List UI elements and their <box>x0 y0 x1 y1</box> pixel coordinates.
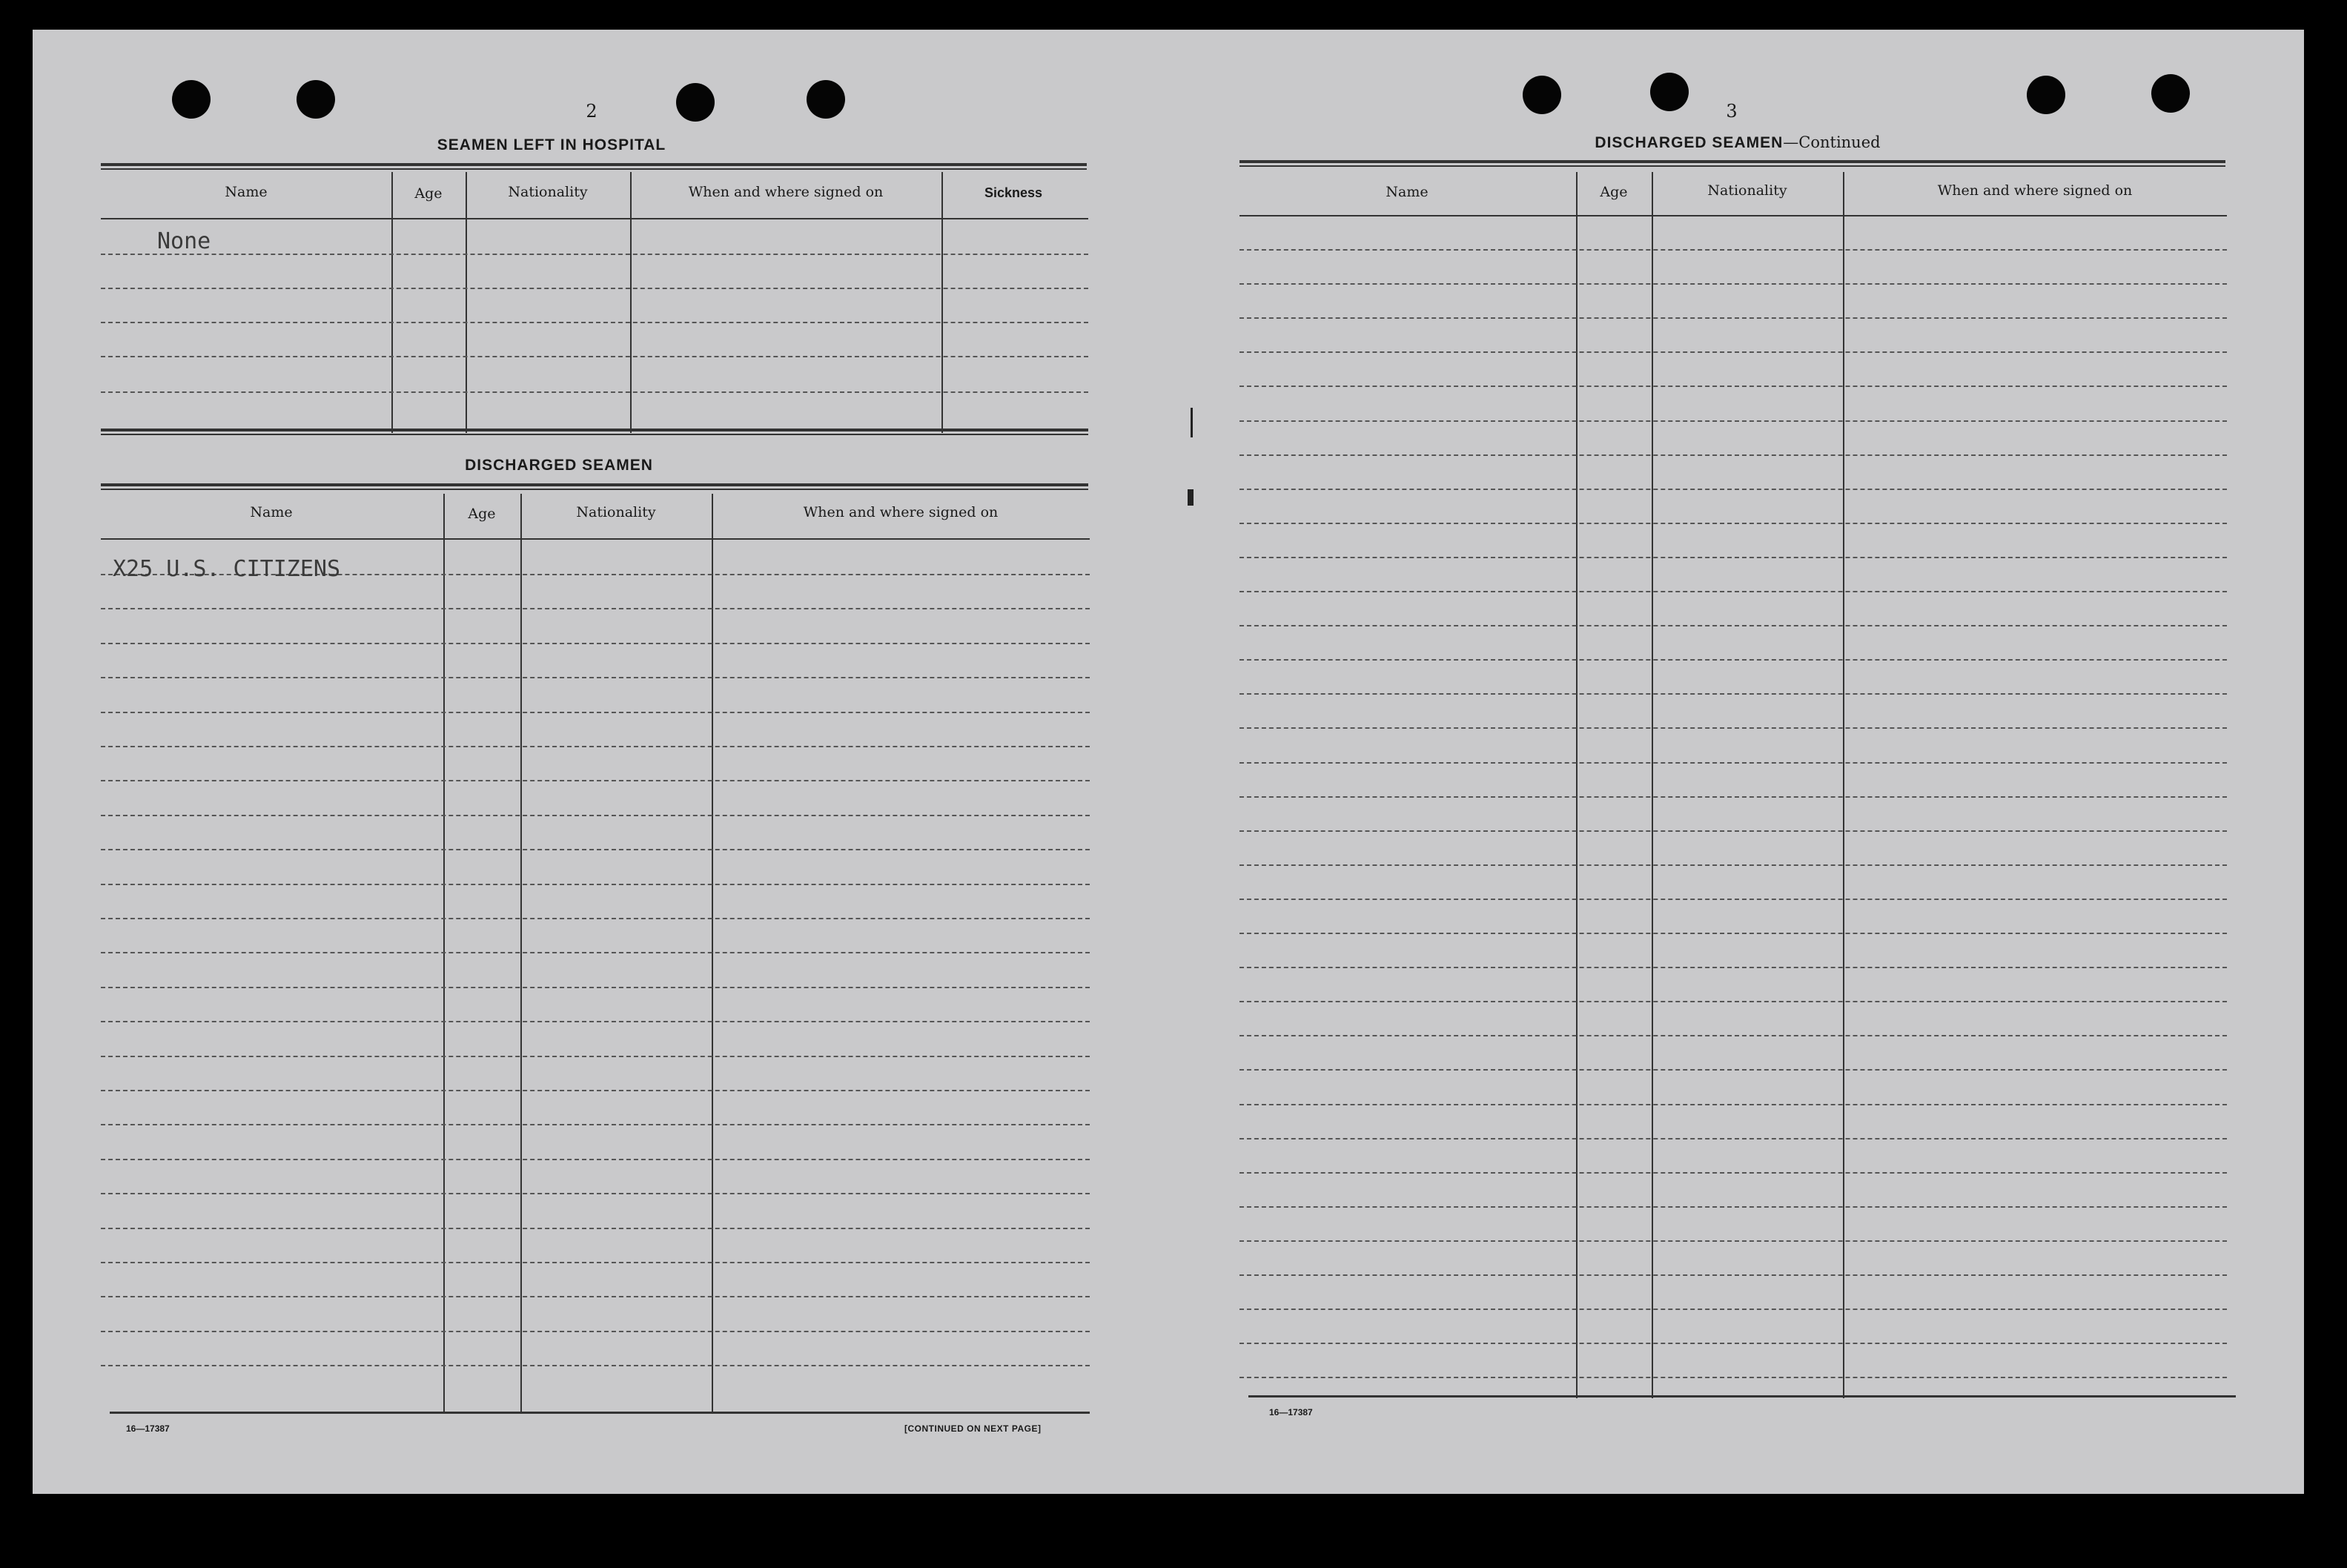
table-row-line <box>1239 864 2227 866</box>
table-row-line <box>1239 1069 2227 1071</box>
hospital-row-line <box>101 254 1088 255</box>
table-row-line <box>1239 386 2227 387</box>
table-row-line <box>101 1159 1090 1160</box>
table-row-line <box>1239 489 2227 490</box>
continued-col-nationality: Nationality <box>1707 182 1787 199</box>
table-row-line <box>101 1090 1090 1091</box>
continued-header-rule <box>1239 215 2227 216</box>
punch-hole <box>297 80 335 119</box>
hospital-entry: None <box>157 228 211 254</box>
continued-section-title <box>1441 133 2034 152</box>
discharged-col-signed-on: When and where signed on <box>803 504 999 520</box>
punch-hole <box>1650 73 1689 111</box>
continued-divider <box>1843 172 1844 1398</box>
continued-divider <box>1652 172 1653 1398</box>
table-row-line <box>101 1124 1090 1125</box>
table-row-line <box>1239 659 2227 661</box>
hospital-divider <box>466 172 467 433</box>
punch-hole <box>2027 76 2065 114</box>
table-row-line <box>101 952 1090 953</box>
table-row-line <box>1239 1274 2227 1276</box>
discharged-header-rule <box>101 538 1090 540</box>
hospital-section-title: SEAMEN LEFT IN HOSPITAL <box>437 136 666 153</box>
table-row-line <box>1239 1343 2227 1344</box>
table-row-line <box>1239 317 2227 319</box>
punch-hole <box>2151 74 2190 113</box>
table-row-line <box>101 884 1090 885</box>
table-row-line <box>1239 1172 2227 1174</box>
table-row-line <box>1239 1240 2227 1242</box>
continued-col-age: Age <box>1600 184 1628 200</box>
table-row-line <box>101 608 1090 609</box>
hospital-col-name: Name <box>225 184 268 200</box>
hospital-row-line <box>101 288 1088 289</box>
document-sheet <box>33 30 2304 1494</box>
table-row-line <box>1239 420 2227 422</box>
table-row-line <box>1239 523 2227 524</box>
table-row-line <box>1239 1309 2227 1310</box>
table-row-line <box>101 987 1090 988</box>
table-row-line <box>101 643 1090 644</box>
discharged-bottom-rule <box>110 1412 1090 1414</box>
table-row-line <box>1239 727 2227 729</box>
table-row-line <box>1239 762 2227 764</box>
table-row-line <box>1239 1377 2227 1378</box>
punch-hole <box>172 80 211 119</box>
discharged-top-rule <box>101 483 1088 490</box>
hospital-bottom-rule <box>101 429 1088 435</box>
continued-note: [CONTINUED ON NEXT PAGE] <box>904 1423 1042 1434</box>
table-row-line <box>101 1228 1090 1229</box>
table-row-line <box>1239 693 2227 695</box>
table-row-line <box>1239 351 2227 353</box>
table-row-line <box>1239 796 2227 798</box>
hospital-row-line <box>101 391 1088 393</box>
discharged-entry: X25 U.S. CITIZENS <box>113 556 341 582</box>
page-number-right: 3 <box>1726 101 1738 122</box>
table-row-line <box>1239 1001 2227 1002</box>
form-number-left: 16—17387 <box>126 1423 170 1434</box>
hospital-divider <box>391 172 393 433</box>
continued-col-signed-on: When and where signed on <box>1937 182 2133 199</box>
table-row-line <box>1239 249 2227 251</box>
table-row-line <box>1239 830 2227 832</box>
hospital-row-line <box>101 356 1088 357</box>
binding-mark <box>1188 489 1194 506</box>
table-row-line <box>1239 1104 2227 1105</box>
table-row-line <box>1239 933 2227 934</box>
continued-title-main: DISCHARGED SEAMEN <box>1595 134 1784 151</box>
table-row-line <box>1239 1035 2227 1036</box>
continued-title-suffix: —Continued <box>1783 133 1881 151</box>
binding-mark <box>1191 408 1193 437</box>
table-row-line <box>1239 967 2227 968</box>
punch-hole <box>676 83 715 122</box>
table-row-line <box>101 746 1090 747</box>
continued-top-rule <box>1239 160 2225 167</box>
table-row-line <box>1239 1206 2227 1208</box>
table-row-line <box>1239 899 2227 900</box>
form-number-right: 16—17387 <box>1269 1407 1313 1418</box>
table-row-line <box>101 1193 1090 1194</box>
punch-hole <box>1523 76 1561 114</box>
table-row-line <box>101 712 1090 713</box>
continued-bottom-rule <box>1248 1395 2236 1397</box>
table-row-line <box>101 815 1090 816</box>
hospital-col-signed-on: When and where signed on <box>688 184 884 200</box>
discharged-col-name: Name <box>250 504 293 520</box>
discharged-col-age: Age <box>468 506 496 522</box>
table-row-line <box>1239 283 2227 285</box>
hospital-top-rule <box>101 163 1087 170</box>
table-row-line <box>1239 591 2227 592</box>
table-row-line <box>1239 625 2227 626</box>
table-row-line <box>1239 454 2227 456</box>
hospital-col-sickness: Sickness <box>984 185 1043 200</box>
table-row-line <box>101 1331 1090 1332</box>
hospital-col-age: Age <box>414 185 443 202</box>
table-row-line <box>1239 557 2227 558</box>
discharged-section-title: DISCHARGED SEAMEN <box>465 457 653 474</box>
table-row-line <box>101 1021 1090 1022</box>
table-row-line <box>101 1365 1090 1366</box>
table-row-line <box>101 677 1090 678</box>
table-row-line <box>101 918 1090 919</box>
table-row-line <box>101 1262 1090 1263</box>
hospital-header-rule <box>101 218 1088 219</box>
table-row-line <box>101 849 1090 850</box>
page-number-left: 2 <box>586 101 597 122</box>
table-row-line <box>101 1056 1090 1057</box>
continued-divider <box>1576 172 1578 1398</box>
hospital-divider <box>630 172 632 433</box>
table-row-line <box>101 1296 1090 1297</box>
table-row-line <box>1239 1138 2227 1139</box>
hospital-col-nationality: Nationality <box>508 184 588 200</box>
hospital-row-line <box>101 322 1088 323</box>
discharged-col-nationality: Nationality <box>576 504 656 520</box>
continued-col-name: Name <box>1386 184 1429 200</box>
punch-hole <box>807 80 845 119</box>
table-row-line <box>101 780 1090 781</box>
hospital-divider <box>941 172 943 433</box>
